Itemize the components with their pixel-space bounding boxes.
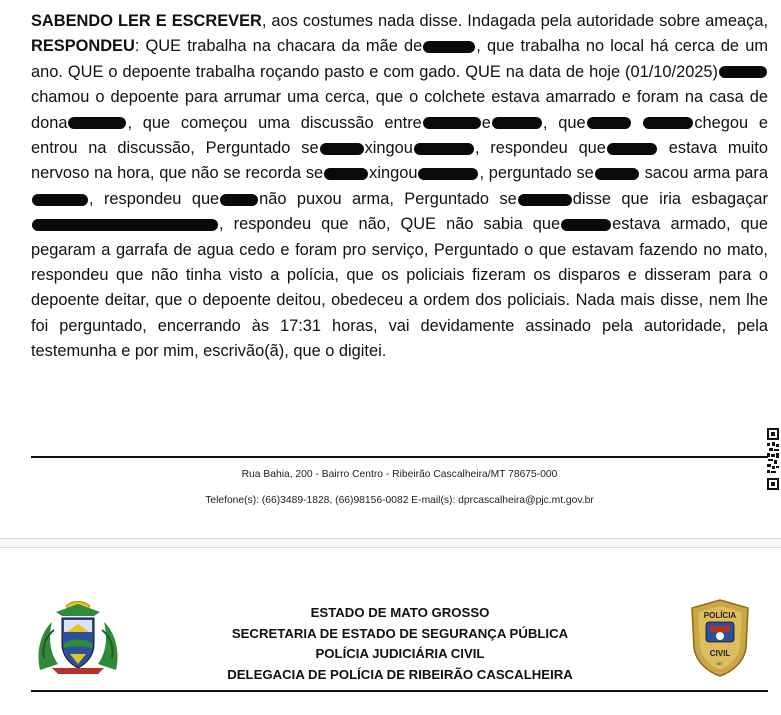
statement-text: , perguntado se [479, 164, 594, 183]
policia-civil-badge-icon [688, 598, 752, 678]
statement-text: , que começou uma discussão entre [127, 113, 422, 132]
redaction-bar [423, 117, 481, 129]
header-bottom-rule [31, 690, 768, 692]
footer-top-rule [31, 456, 768, 458]
qr-code-icon [767, 428, 779, 490]
statement-text: xingou [369, 164, 418, 183]
redaction-bar [587, 117, 631, 129]
redaction-bar [719, 66, 767, 78]
header-state: ESTADO DE MATO GROSSO [310, 605, 490, 620]
footer-contact: Telefone(s): (66)3489-1828, (66)98156-0082 E-mail(s): dprcascalheira@pjc.mt.gov.br [205, 495, 594, 506]
redaction-bar [68, 117, 126, 129]
statement-text: não puxou arma, Perguntado se [259, 189, 517, 208]
redaction-bar [320, 143, 364, 155]
statement-body [31, 9, 768, 365]
header-secretariat: SECRETARIA DE ESTADO DE SEGURANÇA PÚBLICA [231, 625, 569, 641]
statement-literacy-bold: SABENDO LER E ESCREVER [31, 12, 262, 30]
header-station: DELEGACIA DE POLÍCIA DE RIBEIRÃO CASCALHEIRA [227, 666, 573, 682]
redaction-bar [32, 194, 88, 206]
statement-text: , que trabalha no local há cerca de um ano. QUE o depoente trabalha roçando pasto e com gado. QUE na data de hoje (01/10/2025) [31, 37, 768, 81]
statement-text: disse que iria esbagaçar [572, 189, 768, 208]
redaction-bar [518, 194, 572, 206]
statement-text: sacou arma para [644, 164, 768, 183]
badge-state-text: MT [717, 661, 723, 666]
redaction-bar [423, 41, 475, 53]
statement-text: , que [542, 113, 586, 132]
badge-bottom-text: CIVIL [709, 649, 731, 658]
header-police: POLÍCIA JUDICIÁRIA CIVIL [315, 646, 485, 661]
page-break [0, 538, 781, 548]
statement-text: estava armado, que pegaram a garrafa de agua cedo e foram pro serviço, Perguntado o que estavam fazendo no mato, respondeu que não tinha visto a polícia, que os policiais fizeram os disparos e disseram para o depoente deitar, que o depoente deitou, obedeceu a ordem dos policiais. Nada mais disse, nem lhe foi perguntado, encerrando às 17:31 horas, vai devidamente assinado pela autoridade, pela testemunha e por mim, escrivão(ã), que o digitei. [31, 215, 769, 361]
badge-top-text: POLÍCIA [703, 611, 737, 620]
redaction-bar [492, 117, 542, 129]
statement-text: chamou o depoente para arrumar uma cerca, que o colchete estava amarrado e foram na casa de dona [31, 88, 768, 132]
statement-text: chegou e entrou na discussão, Perguntado se [31, 113, 768, 158]
redaction-bar [561, 219, 611, 231]
redaction-bar [220, 194, 258, 206]
redaction-bar [418, 168, 478, 180]
statement-text: : QUE trabalha na chacara da mãe de [134, 37, 423, 56]
redaction-bar [414, 143, 474, 155]
statement-text: , respondeu que não, QUE não sabia que [219, 215, 561, 234]
redaction-bar [32, 219, 218, 231]
footer-address: Rua Bahia, 200 - Bairro Centro - Ribeirão Cascalheira/MT 78675-000 [241, 469, 558, 480]
redaction-bar [595, 168, 639, 180]
mato-grosso-coat-of-arms-icon [34, 598, 122, 678]
redaction-bar [643, 117, 693, 129]
statement-text: e [481, 113, 491, 132]
next-page-header [140, 603, 660, 685]
statement-text: , respondeu que [474, 139, 606, 158]
statement-text: estava muito nervoso na hora, que não se recorda se [31, 139, 768, 183]
statement-responded-bold: RESPONDEU [31, 37, 135, 56]
statement-text: , respondeu que [89, 189, 220, 208]
statement-text: , aos costumes nada disse. Indagada pela autoridade sobre ameaça, [261, 12, 768, 30]
redaction-bar [324, 168, 368, 180]
statement-text: xingou [364, 139, 413, 158]
redaction-bar [607, 143, 657, 155]
